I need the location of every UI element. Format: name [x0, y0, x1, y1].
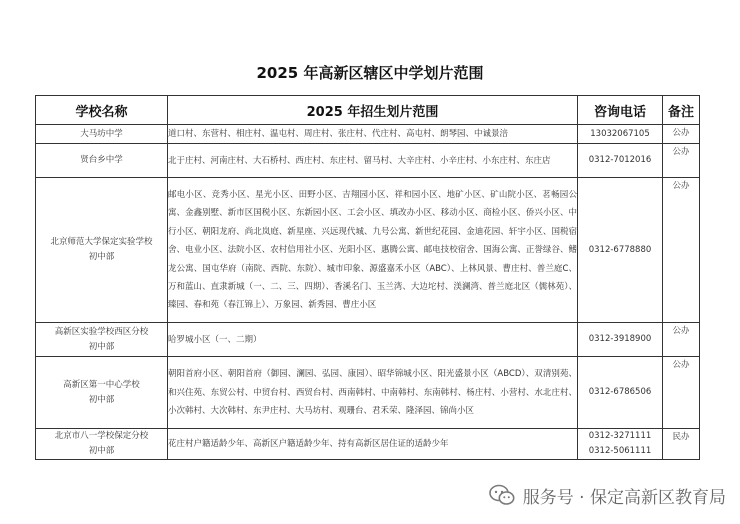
phone-cell: [578, 323, 663, 357]
phone-cell: [578, 178, 663, 323]
note-cell: 公办: [663, 178, 700, 323]
table-row: [36, 178, 700, 323]
note-cell: 公办: [663, 357, 700, 429]
school-name-line: 初中部: [88, 446, 115, 457]
header-school: 学校名称: [36, 96, 168, 125]
school-name-cell: [36, 144, 168, 178]
school-name-line: 初中部: [88, 252, 115, 263]
note-cell: 公办: [663, 323, 700, 357]
phone-cell: [578, 357, 663, 429]
note-cell: 公办: [663, 125, 700, 144]
phone-number: 0312-7012016: [588, 155, 652, 166]
school-name-line: 大马坊中学: [80, 128, 123, 139]
phone-number: 0312-3918900: [588, 334, 652, 345]
school-name-line: 高新区第一中心学校: [63, 379, 140, 390]
school-name-line: 高新区实验学校西区分校: [54, 326, 149, 337]
school-name-cell: [36, 323, 168, 357]
page-title: 2025 年高新区辖区中学划片范围: [256, 64, 484, 82]
table-row: [36, 323, 700, 357]
school-name-line: 北京师范大学保定实验学校: [50, 237, 153, 248]
zoning-area-cell: 北于庄村、河南庄村、大石桥村、西庄村、东庄村、留马村、大辛庄村、小辛庄村、小东庄村、东庄店: [168, 144, 578, 178]
wechat-icon: [489, 484, 515, 506]
header-area: 2025 年招生划片范围: [168, 96, 578, 125]
footer-text: 服务号 · 保定高新区教育局: [522, 487, 726, 508]
school-name-line: 贤台乡中学: [80, 155, 123, 166]
zoning-table: [35, 95, 700, 460]
phone-number: 0312-6778880: [588, 244, 652, 255]
zoning-area-cell: 哈罗城小区（一、二期）: [168, 323, 578, 357]
school-name-line: 初中部: [88, 341, 115, 352]
table-row: [36, 429, 700, 460]
school-name-cell: [36, 178, 168, 323]
phone-number: 0312-5061111: [588, 446, 652, 457]
phone-number: 0312-6786506: [588, 387, 652, 398]
zoning-area-cell: 朝阳首府小区、朝阳首府（御园、澜园、弘园、康园）、昭华锦城小区、阳光盛景小区（ABCD）、双清别苑、和兴住苑、东贸公村、中贸台村、西贸台村、西南韩村、中南韩村、东南韩村、杨庄村、小营村、水北庄村、小次韩村、大次韩村、东尹庄村、大马坊村、观珊台、君禾荣、隆泽园、锦尚小区: [168, 357, 578, 429]
phone-number: 0312-3271111: [588, 431, 652, 442]
school-name-line: 初中部: [88, 394, 115, 405]
phone-cell: [578, 125, 663, 144]
zoning-area-cell: 道口村、东营村、相庄村、温屯村、周庄村、张庄村、代庄村、高屯村、朗琴园、中诚景涪: [168, 125, 578, 144]
zoning-area-cell: 花庄村户籍适龄少年、高新区户籍适龄少年、持有高新区居住证的适龄少年: [168, 429, 578, 460]
phone-number: 13032067105: [590, 128, 650, 139]
school-name-cell: [36, 429, 168, 460]
note-cell: 公办: [663, 144, 700, 178]
zoning-area-cell: 邮电小区、竞秀小区、星光小区、田野小区、吉翔园小区、祥和园小区、地矿小区、矿山院小区、茗畅园公寓、金鑫别墅、新市区国税小区、东新园小区、工会小区、填改办小区、移动小区、商检小区、侨兴小区、中行小区、朝阳龙府、尚北岚庭、新星座、兴远现代城、九号公寓、新世纪花园、金迪花园、轩宇小区、国税宿舍、电业小区、法院小区、农村信用社小区、光阳小区、惠腾公寓、邮电技校宿舍、国海公寓、正誉绿谷、鳍龙公寓、国屯华府（南院、西院、东院）、城市印象、源盛嘉禾小区（ABC）、上林风景、曹庄村、普兰庭C、万和蓝山、直隶新城（一、二、三、四期）、香溪名门、玉兰湾、大边坨村、渼澜湾、普兰庭北区（儒林苑）、臻园、春和苑（春江锦上）、万象园、新秀园、曹庄小区: [168, 178, 578, 323]
phone-cell: [578, 144, 663, 178]
phone-cell: [578, 429, 663, 460]
header-note: 备注: [663, 96, 700, 125]
school-name-line: 北京市八一学校保定分校: [54, 431, 149, 442]
school-name-cell: [36, 125, 168, 144]
note-cell: 民办: [663, 429, 700, 460]
table-row: [36, 144, 700, 178]
table-header-row: [36, 96, 700, 125]
table-row: [36, 125, 700, 144]
school-name-cell: [36, 357, 168, 429]
table-row: [36, 357, 700, 429]
header-phone: 咨询电话: [578, 96, 663, 125]
footer-watermark: [489, 480, 726, 510]
